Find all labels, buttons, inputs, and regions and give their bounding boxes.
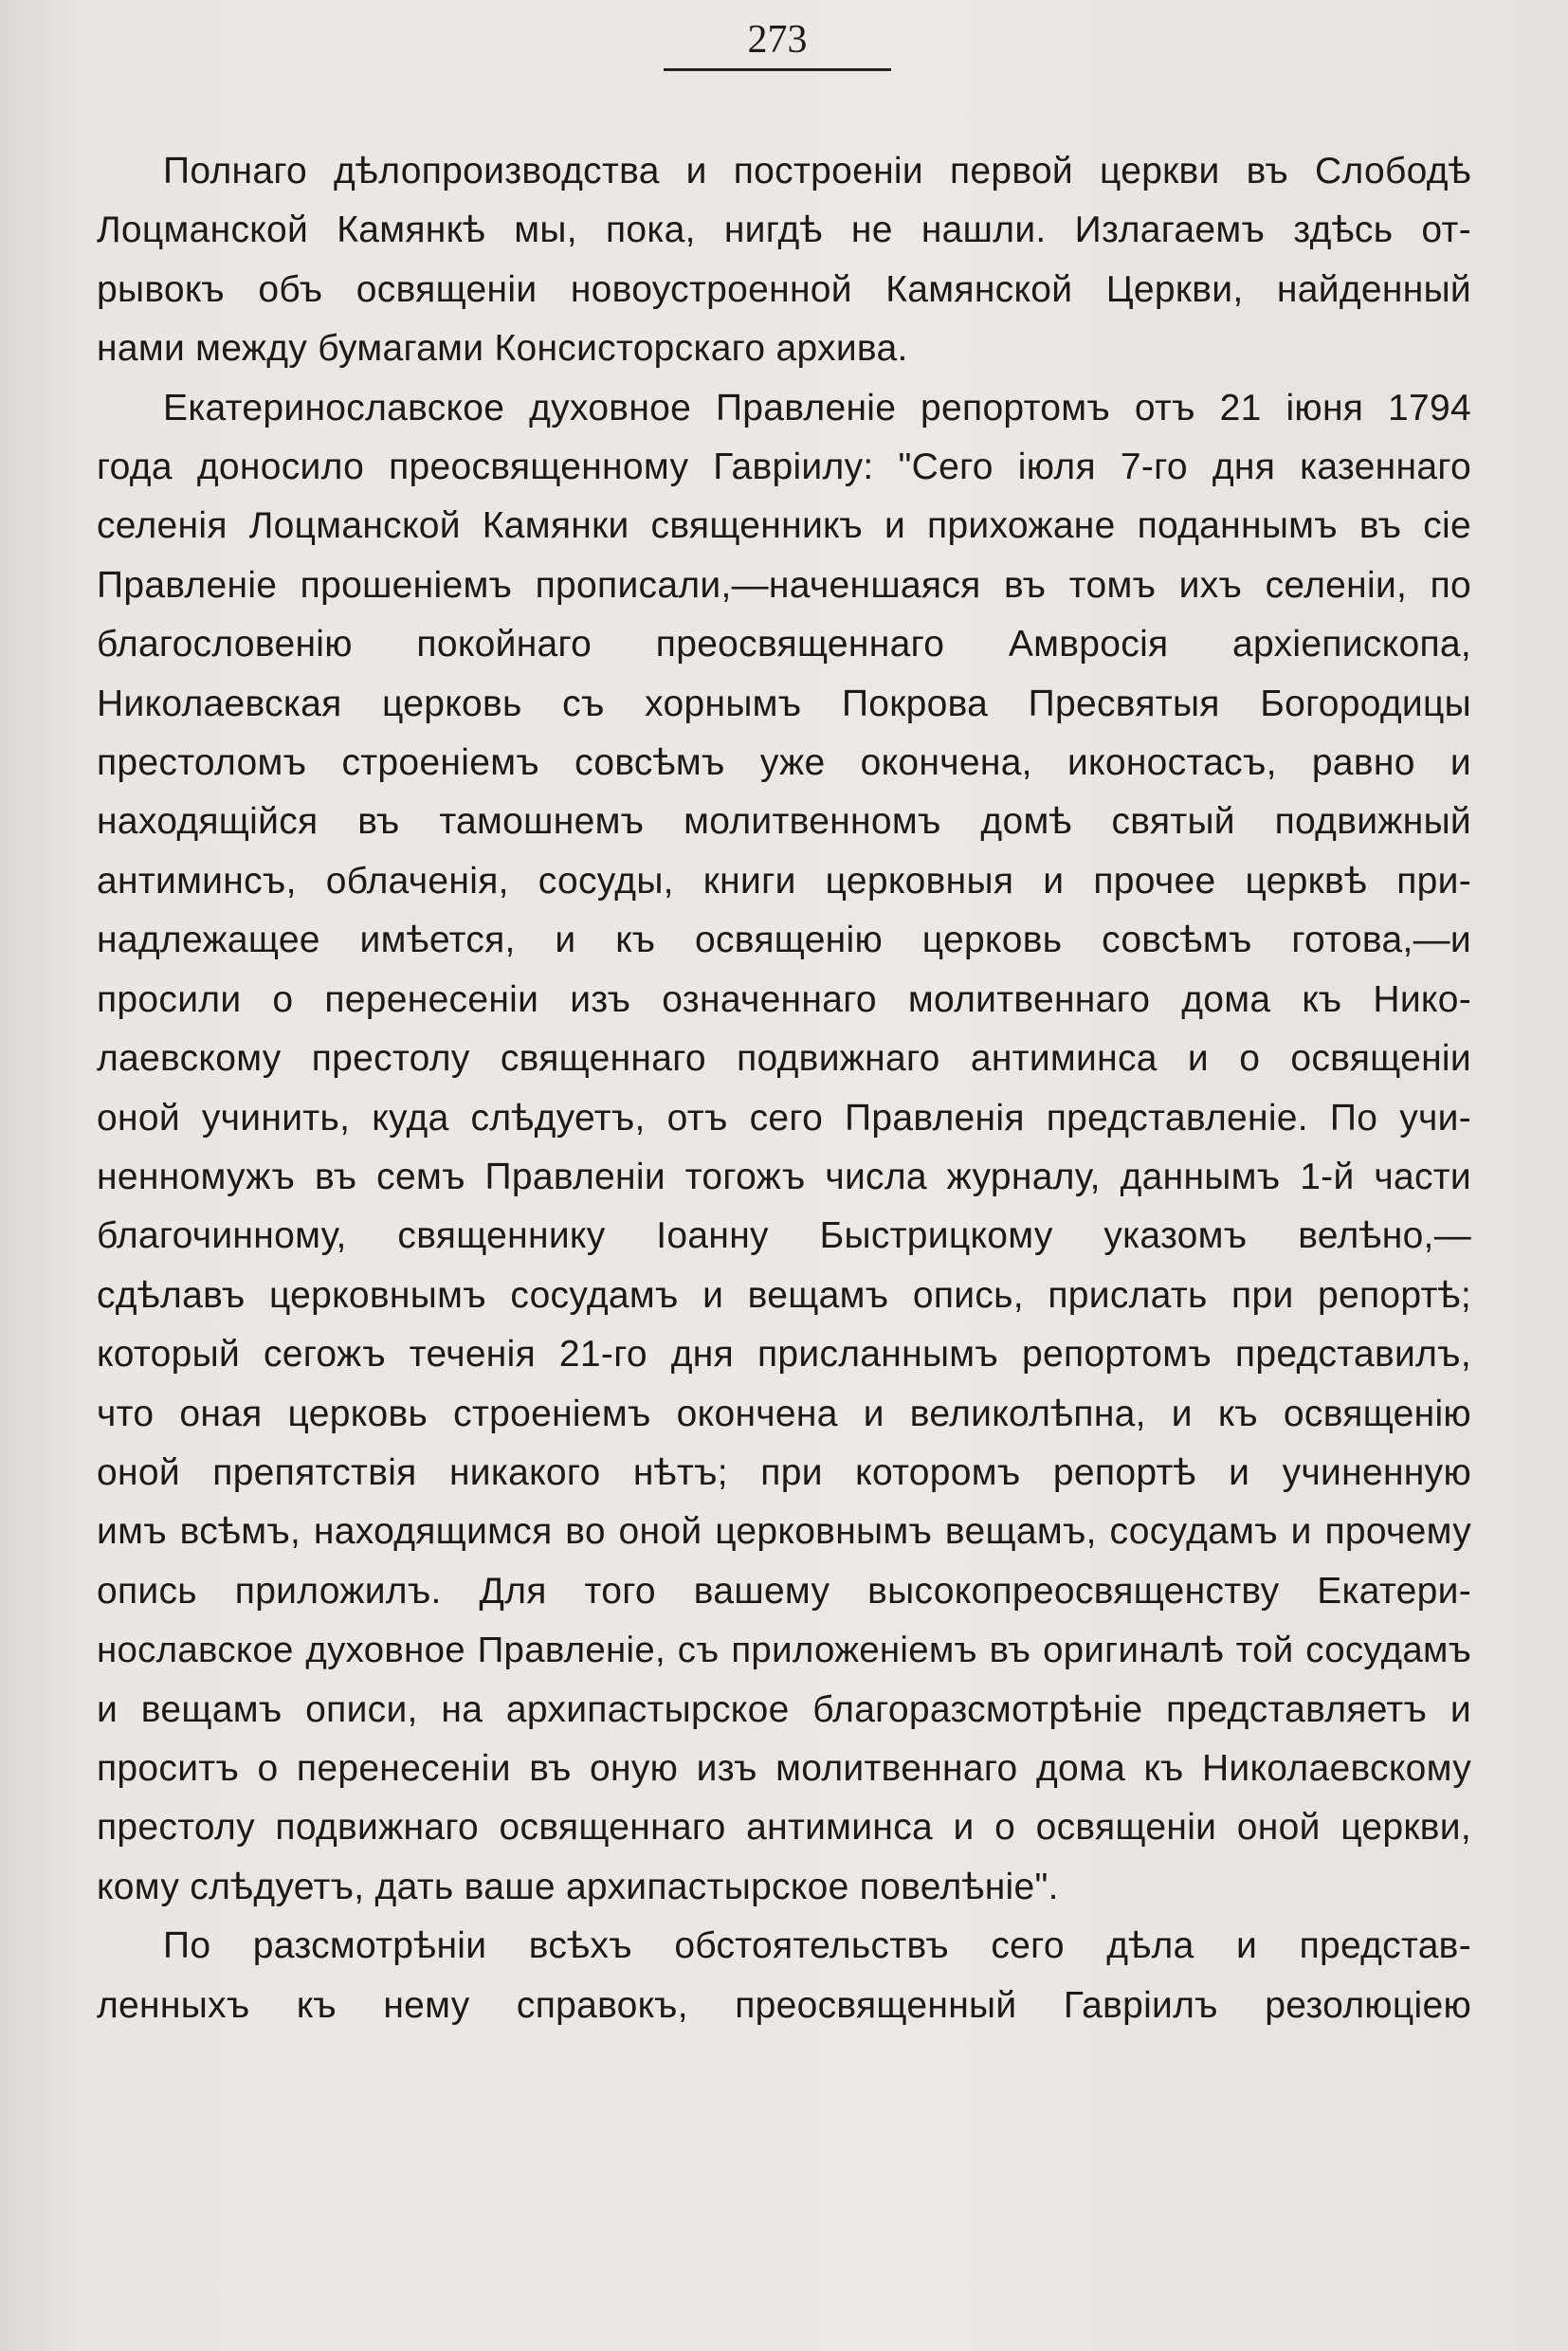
text-line: оной препятствія никакого нѣтъ; при которомъ репортѣ и учиненную bbox=[97, 1451, 1471, 1493]
text-line: который сегожъ теченія 21-го дня присланнымъ репортомъ представилъ, bbox=[97, 1334, 1471, 1376]
text-line: года доносило преосвященному Гавріилу: "Сего іюля 7-го дня казеннаго bbox=[97, 447, 1471, 488]
text-line: престоломъ строеніемъ совсѣмъ уже окончена, иконостасъ, равно и bbox=[97, 742, 1471, 784]
text-line: Екатеринославское духовное Правленіе репортомъ отъ 21 іюня 1794 bbox=[163, 387, 1471, 428]
text-line: имъ всѣмъ, находящимся во оной церковнымъ вещамъ, сосудамъ и прочему bbox=[97, 1511, 1471, 1553]
text-line: Правленіе прошеніемъ прописали,—наченшаяся въ томъ ихъ селеніи, по bbox=[97, 564, 1471, 606]
text-line: лаевскому престолу священнаго подвижнаго антиминса и о освященіи bbox=[97, 1038, 1471, 1080]
text-line: кому слѣдуетъ, дать ваше архипастырское повелѣніе". bbox=[97, 1866, 1059, 1907]
text-line: Лоцманской Камянкѣ мы, пока, нигдѣ не нашли. Излагаемъ здѣсь от- bbox=[97, 210, 1471, 251]
text-line: престолу подвижнаго освященнаго антиминса и о освященіи оной церкви, bbox=[97, 1807, 1471, 1849]
text-line: По разсмотрѣніи всѣхъ обстоятельствъ сего дѣла и представ- bbox=[163, 1925, 1471, 1967]
text-line: благочинному, священнику Іоанну Быстрицкому указомъ велѣно,— bbox=[97, 1215, 1471, 1257]
document-body bbox=[97, 142, 1471, 2035]
text-line: опись приложилъ. Для того вашему высокопреосвященству Екатери- bbox=[97, 1570, 1471, 1612]
text-line: просили о перенесеніи изъ означеннаго молитвеннаго дома къ Нико- bbox=[97, 978, 1471, 1020]
paragraph bbox=[97, 1917, 1471, 2035]
text-line: Николаевская церковь съ хорнымъ Покрова Пресвятыя Богородицы bbox=[97, 683, 1471, 724]
text-line: и вещамъ описи, на архипастырское благоразсмотрѣніе представляетъ и bbox=[97, 1688, 1471, 1730]
text-line: рывокъ объ освященіи новоустроенной Камянской Церкви, найденный bbox=[97, 268, 1471, 310]
text-line: оной учинить, куда слѣдуетъ, отъ сего Правленія представленіе. По учи- bbox=[97, 1097, 1471, 1139]
text-line: ненномужъ въ семъ Правленіи тогожъ числа журналу, даннымъ 1-й части bbox=[97, 1156, 1471, 1197]
text-line: нославское духовное Правленіе, съ приложеніемъ въ оригиналѣ той сосудамъ bbox=[97, 1630, 1471, 1671]
text-line: проситъ о перенесеніи въ оную изъ молитвеннаго дома къ Николаевскому bbox=[97, 1747, 1471, 1789]
text-line: надлежащее имѣется, и къ освященію церковь совсѣмъ готова,—и bbox=[97, 920, 1471, 961]
paragraph bbox=[97, 379, 1471, 1918]
text-line: селенія Лоцманской Камянки священникъ и прихожане поданнымъ въ сіе bbox=[97, 505, 1471, 547]
page-number: 273 bbox=[747, 18, 808, 62]
text-line: Полнаго дѣлопроизводства и построеніи первой церкви въ Слободѣ bbox=[163, 151, 1471, 191]
text-line: что оная церковь строеніемъ окончена и великолѣпна, и къ освященію bbox=[97, 1393, 1471, 1434]
text-line: нами между бумагами Консисторскаго архива. bbox=[97, 328, 908, 370]
paragraph bbox=[97, 142, 1471, 379]
text-line: сдѣлавъ церковнымъ сосудамъ и вещамъ опись, прислать при репортѣ; bbox=[97, 1274, 1471, 1316]
text-line: благословенію покойнаго преосвященнаго Амвросія архіепископа, bbox=[97, 624, 1471, 665]
text-line: находящійся въ тамошнемъ молитвенномъ домѣ святый подвижный bbox=[97, 801, 1471, 843]
page-number-rule bbox=[664, 68, 891, 71]
text-line: ленныхъ къ нему справокъ, преосвященный Гавріилъ резолюціею bbox=[97, 1984, 1471, 2026]
text-line: антиминсъ, облаченія, сосуды, книги церковныя и прочее церквѣ при- bbox=[97, 860, 1471, 902]
